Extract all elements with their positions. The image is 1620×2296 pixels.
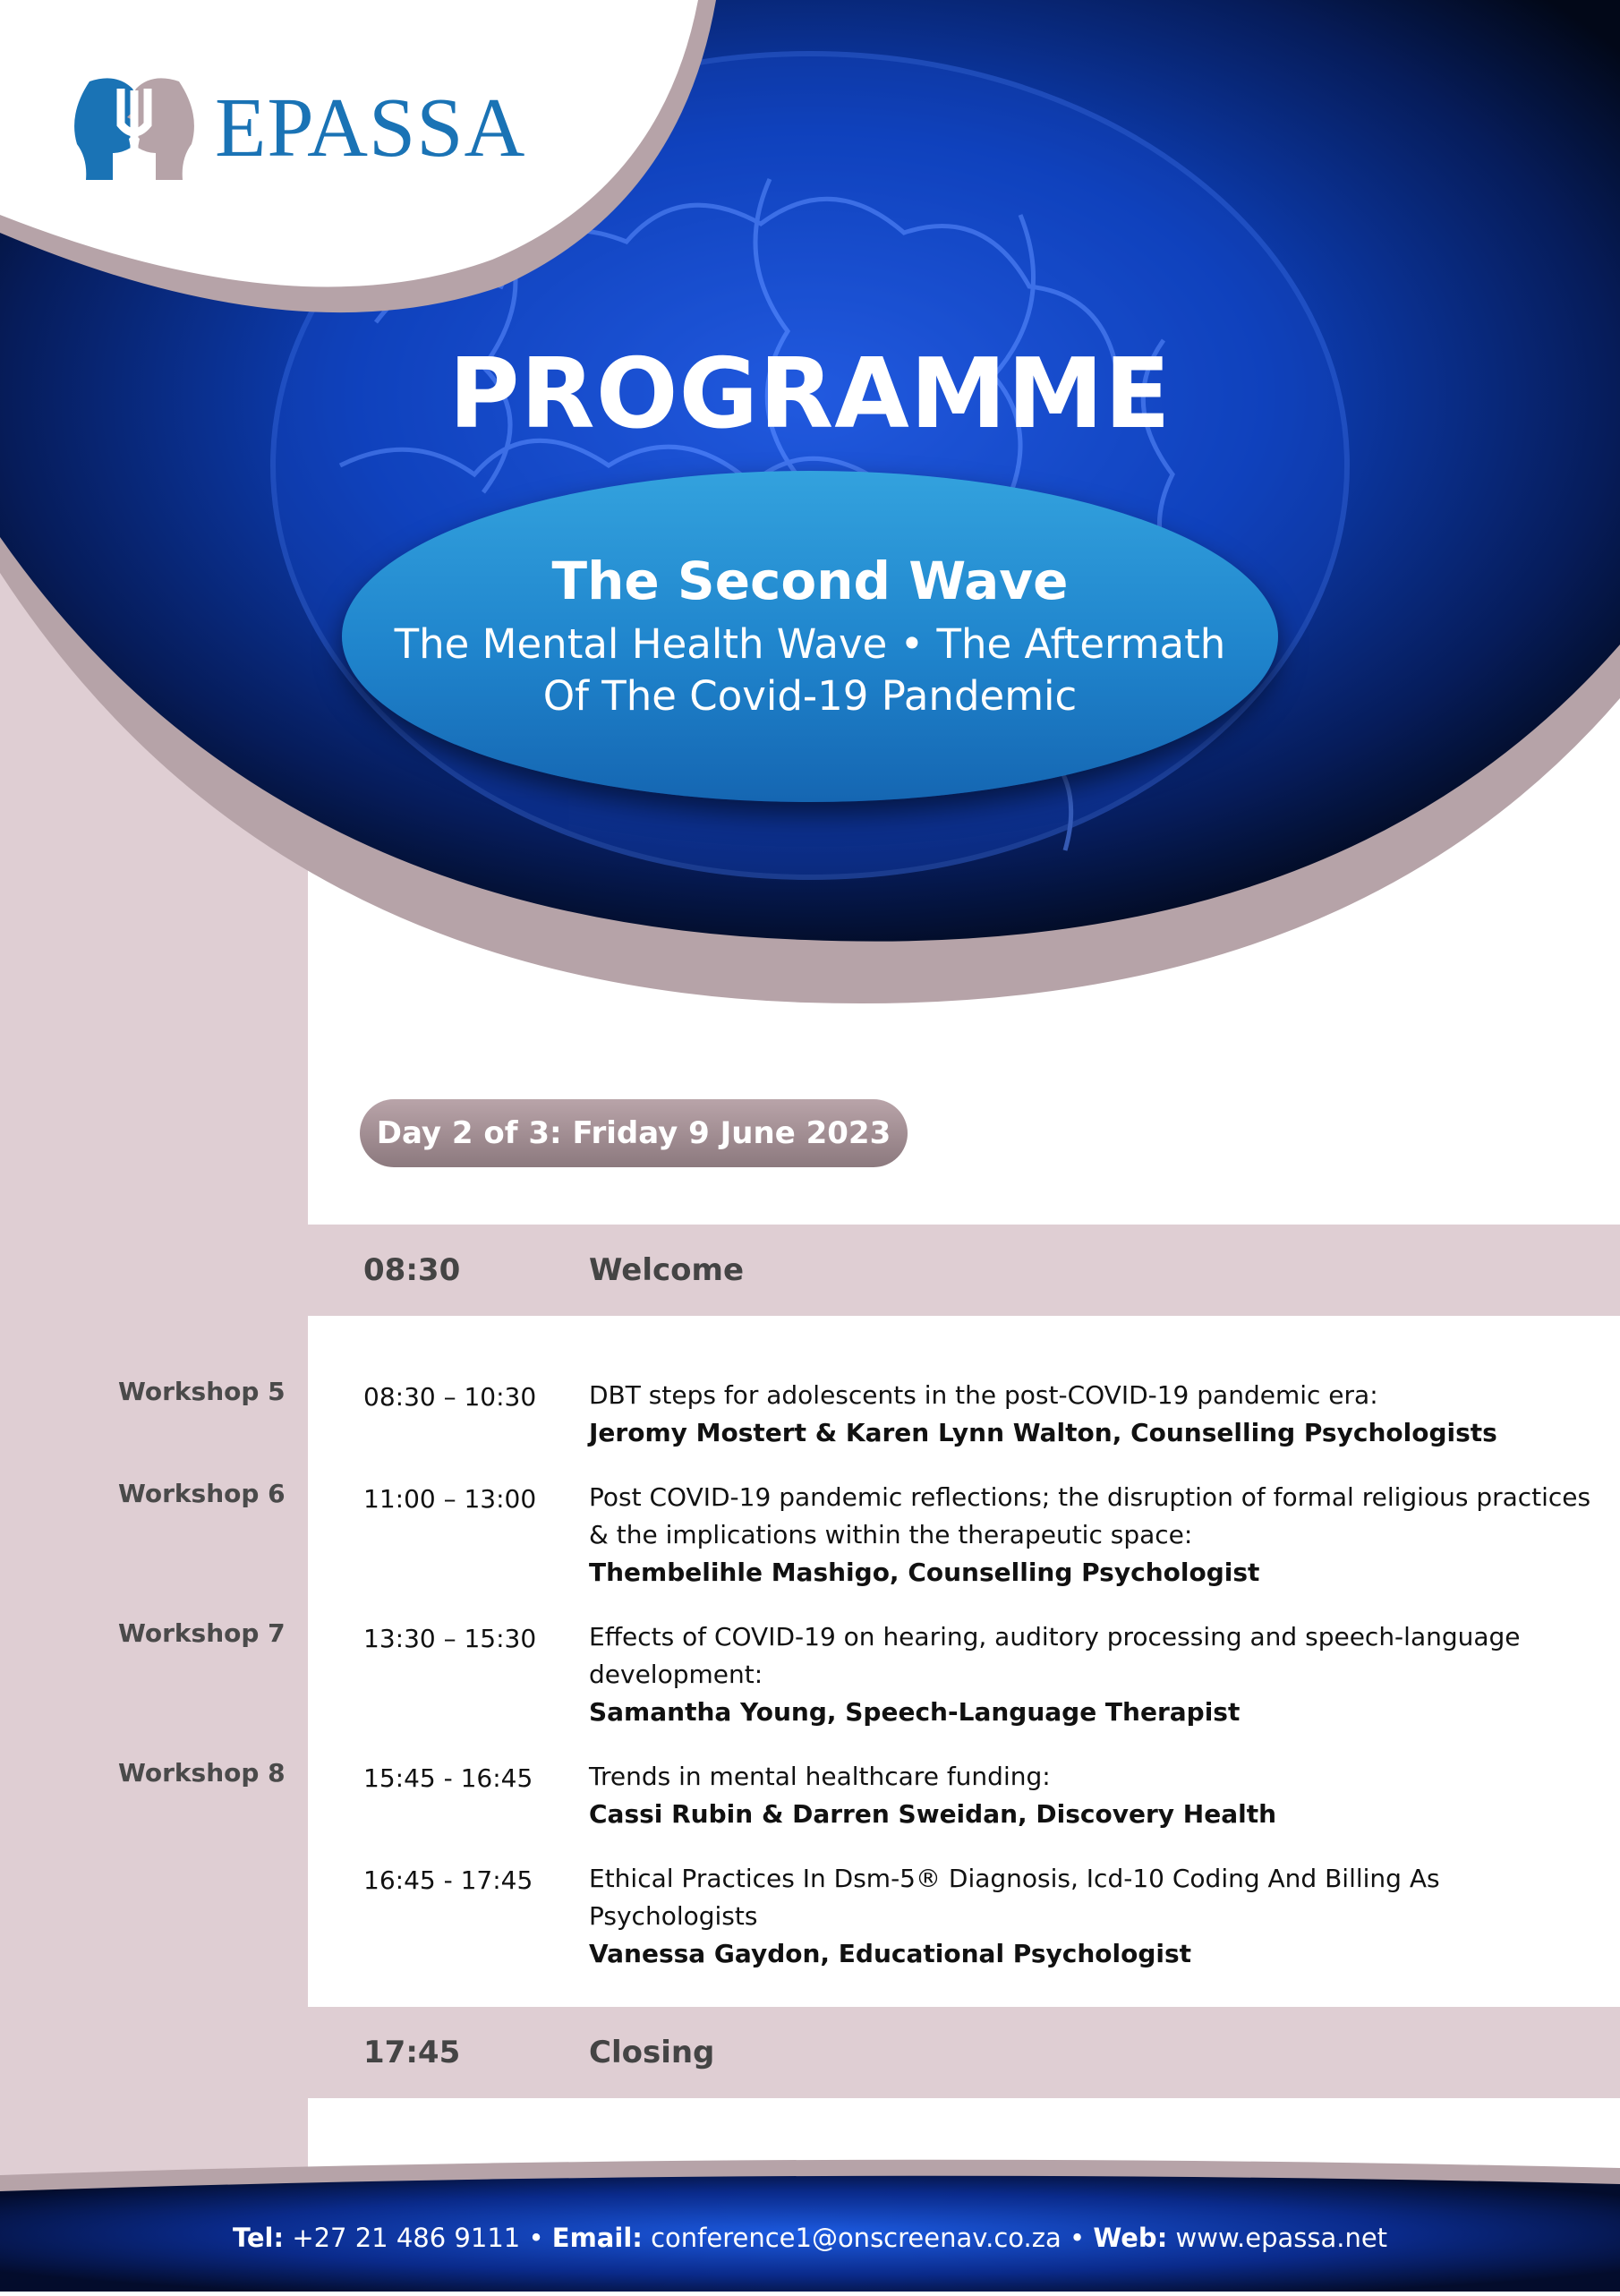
- footer-banner: [0, 2148, 1620, 2292]
- session-speaker: Thembelihle Mashigo, Counselling Psychologist: [589, 1558, 1260, 1587]
- welcome-label: Welcome: [589, 1252, 745, 1288]
- session-topic: Trends in mental healthcare funding:: [589, 1762, 1051, 1791]
- session-description: [589, 1377, 1591, 1452]
- session-topic: Post COVID-19 pandemic reflections; the disruption of formal religious practices & the implications within the therapeutic space:: [589, 1482, 1591, 1549]
- session-description: [589, 1618, 1591, 1731]
- session-time: 13:30 – 15:30: [363, 1624, 537, 1653]
- closing-time: 17:45: [363, 2035, 461, 2070]
- theme-line-1: The Mental Health Wave • The Aftermath: [394, 620, 1226, 668]
- footer-background: [0, 2148, 1620, 2292]
- web-label: Web:: [1093, 2223, 1168, 2253]
- email-label: Email:: [551, 2223, 643, 2253]
- hero-banner: [0, 0, 1620, 1011]
- session-time: 16:45 - 17:45: [363, 1865, 533, 1895]
- session-time: 08:30 – 10:30: [363, 1382, 537, 1412]
- email-link[interactable]: conference1@onscreenav.co.za: [651, 2223, 1062, 2253]
- brand-name: EPASSA: [215, 81, 526, 175]
- workshop-label: Workshop 7: [118, 1618, 286, 1648]
- brand-logo[interactable]: [72, 70, 525, 186]
- session-speaker: Vanessa Gaydon, Educational Psychologist: [589, 1939, 1192, 1968]
- closing-band: [308, 2007, 1620, 2098]
- closing-label: Closing: [589, 2035, 715, 2070]
- session-description: [589, 1479, 1591, 1592]
- web-link[interactable]: www.epassa.net: [1175, 2223, 1388, 2253]
- tel-value[interactable]: +27 21 486 9111: [292, 2223, 521, 2253]
- theme-title: The Second Wave: [551, 551, 1069, 611]
- theme-line-2: Of The Covid-19 Pandemic: [542, 672, 1078, 720]
- session-description: [589, 1758, 1591, 1833]
- logo-heads-icon: [72, 73, 197, 184]
- session-topic: DBT steps for adolescents in the post-COVID-19 pandemic era:: [589, 1380, 1378, 1410]
- session-speaker: Cassi Rubin & Darren Sweidan, Discovery Health: [589, 1799, 1277, 1829]
- workshop-label: Workshop 6: [118, 1479, 286, 1508]
- session-time: 11:00 – 13:00: [363, 1484, 537, 1514]
- separator: •: [1069, 2223, 1086, 2253]
- tel-label: Tel:: [232, 2223, 285, 2253]
- separator: •: [528, 2223, 544, 2253]
- workshop-label: Workshop 8: [118, 1758, 286, 1788]
- day-label-pill: Day 2 of 3: Friday 9 June 2023: [360, 1099, 908, 1167]
- session-speaker: Jeromy Mostert & Karen Lynn Walton, Counselling Psychologists: [589, 1418, 1497, 1447]
- footer-contact: [0, 2223, 1620, 2253]
- welcome-band: [308, 1225, 1620, 1316]
- session-speaker: Samantha Young, Speech-Language Therapist: [589, 1697, 1241, 1727]
- session-topic: Effects of COVID-19 on hearing, auditory processing and speech-language development:: [589, 1622, 1521, 1689]
- session-topic: Ethical Practices In Dsm-5® Diagnosis, Icd-10 Coding And Billing As Psychologists: [589, 1864, 1440, 1931]
- theme-oval: [342, 471, 1278, 802]
- welcome-time: 08:30: [363, 1252, 461, 1288]
- page-title: PROGRAMME: [448, 338, 1172, 450]
- workshop-label: Workshop 5: [118, 1377, 286, 1406]
- session-description: [589, 1860, 1591, 1973]
- session-time: 15:45 - 16:45: [363, 1763, 533, 1793]
